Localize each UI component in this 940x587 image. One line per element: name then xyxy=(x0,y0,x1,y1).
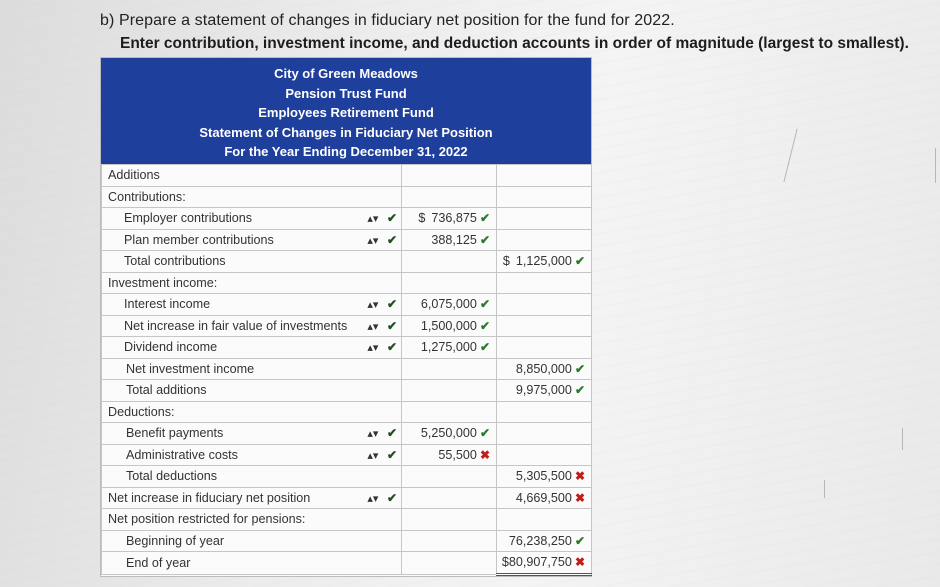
row-label-deductions: Deductions: xyxy=(102,401,402,423)
table-row xyxy=(102,552,592,575)
table-row xyxy=(102,509,592,531)
correct-mark-icon: ✔ xyxy=(479,211,490,226)
checkmark-icon: ✔ xyxy=(386,297,397,312)
checkmark-icon: ✔ xyxy=(386,490,397,505)
amount-value: 1,275,000 xyxy=(420,340,477,355)
table-row xyxy=(102,380,592,402)
amount-input-total-additions[interactable] xyxy=(497,380,592,402)
updown-spinner-icon[interactable]: ▴▾ xyxy=(367,342,379,355)
row-label-net-investment-income: Net investment income xyxy=(102,358,402,380)
amount-input-interest[interactable] xyxy=(402,294,497,316)
header-line-fund-type: Pension Trust Fund xyxy=(285,85,407,101)
account-select-member[interactable] xyxy=(102,229,402,251)
amount-input-employer[interactable] xyxy=(402,208,497,230)
checkmark-icon: ✔ xyxy=(386,447,397,462)
table-row xyxy=(102,294,592,316)
amount-value: 9,975,000 xyxy=(515,383,572,398)
row-label-investment-income: Investment income: xyxy=(102,272,402,294)
checkmark-icon: ✔ xyxy=(386,318,397,333)
pen-mark xyxy=(935,148,936,183)
statement-grid xyxy=(101,164,592,576)
updown-spinner-icon[interactable]: ▴▾ xyxy=(367,492,379,505)
dollar-sign: $ xyxy=(501,555,509,570)
row-label-restricted: Net position restricted for pensions: xyxy=(102,509,402,531)
row-label-total-additions: Total additions xyxy=(102,380,402,402)
question-instruction: Enter contribution, investment income, and deduction accounts in order of magnitude (largest to smallest). xyxy=(120,35,909,52)
account-select-net-increase[interactable] xyxy=(102,487,402,509)
incorrect-mark-icon: ✖ xyxy=(574,469,585,484)
account-label: Net increase in fair value of investments xyxy=(124,318,348,333)
amount-value: 388,125 xyxy=(431,232,477,247)
account-label: Net increase in fiduciary net position xyxy=(108,490,311,505)
amount-input-benefit[interactable] xyxy=(402,423,497,445)
amount-value: 55,500 xyxy=(438,447,477,462)
amount-input-admin[interactable] xyxy=(402,444,497,466)
header-line-statement: Statement of Changes in Fiduciary Net Position xyxy=(199,124,493,140)
pen-mark xyxy=(902,428,903,450)
row-label-total-deductions: Total deductions xyxy=(102,466,402,488)
correct-mark-icon: ✔ xyxy=(479,426,490,441)
amount-value: 736,875 xyxy=(431,211,477,226)
table-row xyxy=(102,208,592,230)
row-label-beginning: Beginning of year xyxy=(102,530,402,552)
incorrect-mark-icon: ✖ xyxy=(574,555,585,570)
checkmark-icon: ✔ xyxy=(386,211,397,226)
amount-input-dividend[interactable] xyxy=(402,337,497,359)
account-label: Interest income xyxy=(124,297,211,312)
account-label: Dividend income xyxy=(124,340,218,355)
table-row xyxy=(102,272,592,294)
row-label-contributions: Contributions: xyxy=(102,186,402,208)
header-line-fund-name: Employees Retirement Fund xyxy=(258,105,434,120)
updown-spinner-icon[interactable]: ▴▾ xyxy=(367,428,379,441)
correct-mark-icon: ✔ xyxy=(479,340,490,355)
table-row xyxy=(102,251,592,273)
statement-table xyxy=(100,57,592,577)
incorrect-mark-icon: ✖ xyxy=(574,490,585,505)
account-label: Benefit payments xyxy=(126,426,224,441)
dollar-sign: $ xyxy=(418,211,426,226)
amount-input-member[interactable] xyxy=(402,229,497,251)
correct-mark-icon: ✔ xyxy=(479,318,490,333)
pen-mark xyxy=(783,129,797,183)
dollar-sign: $ xyxy=(502,254,510,269)
amount-value: 5,305,500 xyxy=(515,469,572,484)
amount-value: 1,125,000 xyxy=(515,254,572,269)
updown-spinner-icon[interactable]: ▴▾ xyxy=(367,320,379,333)
checkmark-icon: ✔ xyxy=(386,340,397,355)
account-select-employer[interactable] xyxy=(102,208,402,230)
row-label-total-contributions: Total contributions xyxy=(102,251,402,273)
amount-input-beginning[interactable] xyxy=(497,530,592,552)
table-row xyxy=(102,229,592,251)
checkmark-icon: ✔ xyxy=(386,232,397,247)
account-label: Employer contributions xyxy=(124,211,253,226)
account-select-benefit[interactable] xyxy=(102,423,402,445)
table-row xyxy=(102,530,592,552)
table-row xyxy=(102,315,592,337)
amount-input-net-investment-income[interactable] xyxy=(497,358,592,380)
correct-mark-icon: ✔ xyxy=(574,383,585,398)
amount-input-total-contributions[interactable] xyxy=(497,251,592,273)
table-row xyxy=(102,401,592,423)
question-title: b) Prepare a statement of changes in fiduciary net position for the fund for 2022. xyxy=(100,12,675,29)
amount-value: 80,907,750 xyxy=(508,555,572,570)
header-line-entity: City of Green Meadows xyxy=(274,66,418,81)
updown-spinner-icon[interactable]: ▴▾ xyxy=(367,299,379,312)
row-label-end: End of year xyxy=(102,552,402,575)
amount-input-net-increase[interactable] xyxy=(497,487,592,509)
updown-spinner-icon[interactable]: ▴▾ xyxy=(367,213,379,226)
amount-input-end[interactable] xyxy=(497,552,592,575)
amount-value: 76,238,250 xyxy=(508,533,572,548)
table-row xyxy=(102,337,592,359)
correct-mark-icon: ✔ xyxy=(574,254,585,269)
amount-value: 4,669,500 xyxy=(515,490,572,505)
pen-mark xyxy=(824,480,825,498)
table-row xyxy=(102,466,592,488)
amount-value: 1,500,000 xyxy=(420,318,477,333)
updown-spinner-icon[interactable]: ▴▾ xyxy=(367,449,379,462)
account-select-dividend[interactable] xyxy=(102,337,402,359)
table-row xyxy=(102,444,592,466)
amount-input-total-deductions[interactable] xyxy=(497,466,592,488)
header-line-period: For the Year Ending December 31, 2022 xyxy=(224,144,468,159)
table-row xyxy=(102,487,592,509)
account-select-interest[interactable] xyxy=(102,294,402,316)
statement-header xyxy=(101,58,591,164)
table-row xyxy=(102,358,592,380)
account-label: Administrative costs xyxy=(126,447,238,462)
table-row xyxy=(102,186,592,208)
amount-value: 8,850,000 xyxy=(515,361,572,376)
incorrect-mark-icon: ✖ xyxy=(479,447,490,462)
correct-mark-icon: ✔ xyxy=(574,533,585,548)
row-label-additions: Additions xyxy=(102,165,402,187)
account-select-fair-value[interactable] xyxy=(102,315,402,337)
correct-mark-icon: ✔ xyxy=(479,232,490,247)
correct-mark-icon: ✔ xyxy=(479,297,490,312)
table-row xyxy=(102,165,592,187)
amount-value: 6,075,000 xyxy=(420,297,477,312)
account-label: Plan member contributions xyxy=(124,232,274,247)
table-row xyxy=(102,423,592,445)
correct-mark-icon: ✔ xyxy=(574,361,585,376)
amount-input-fair-value[interactable] xyxy=(402,315,497,337)
amount-value: 5,250,000 xyxy=(420,426,477,441)
account-select-admin[interactable] xyxy=(102,444,402,466)
updown-spinner-icon[interactable]: ▴▾ xyxy=(367,234,379,247)
checkmark-icon: ✔ xyxy=(386,426,397,441)
